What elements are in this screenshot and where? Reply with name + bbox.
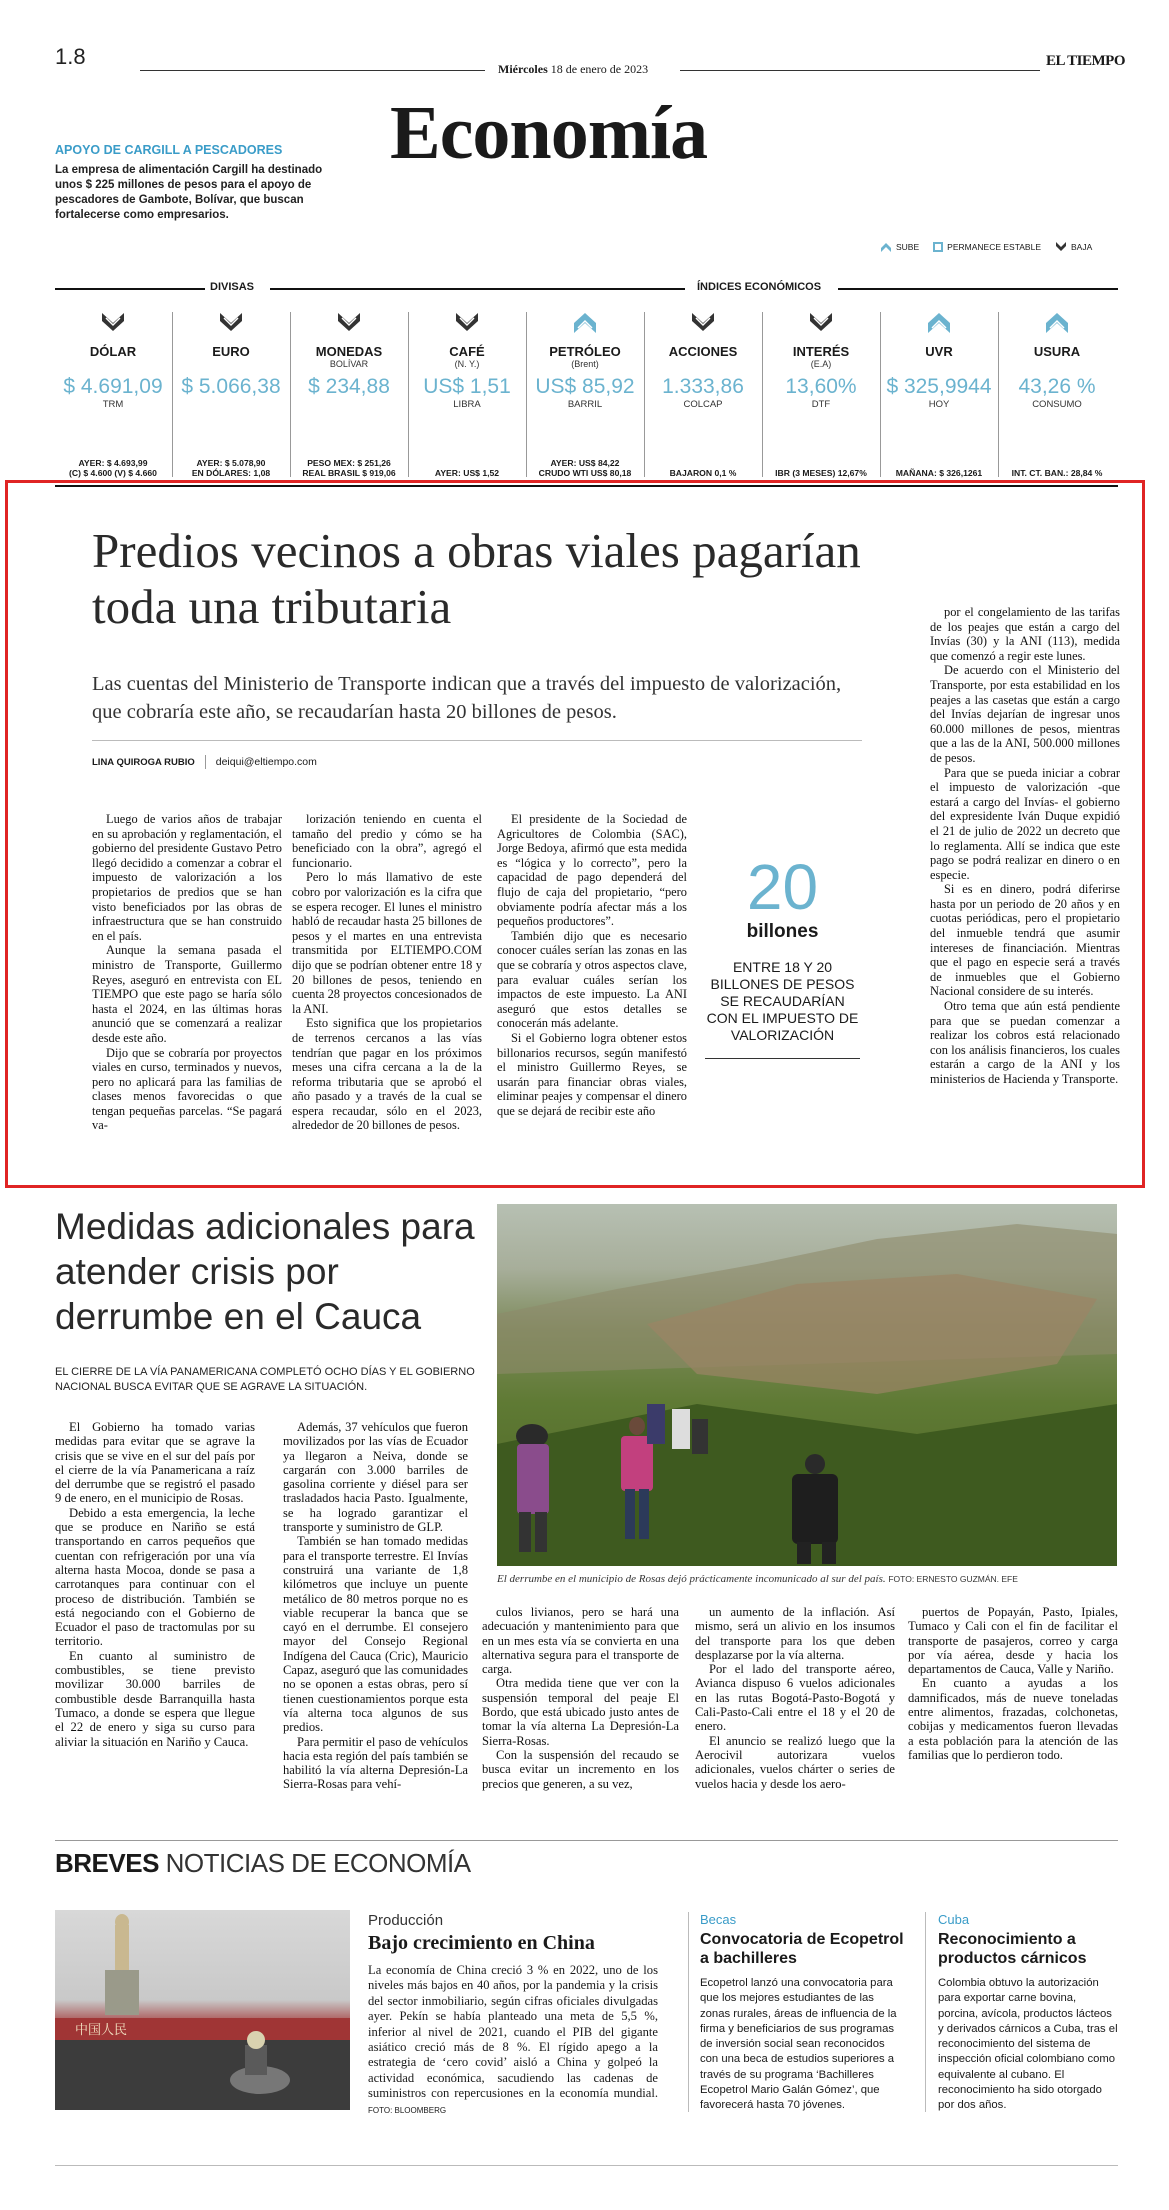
lead-col3-paragraph: También dijo que es necesario conocer cuáles serían las zonas en las que se cobraría y otros aspectos clave, para evaluar cuáles serían los impactos de este impuesto. La ANI aseguró que estos detalles se conocerán más adelante. — [497, 928, 687, 1031]
indicator-value: US$ 85,92 — [535, 375, 635, 398]
second-column-1 — [55, 1420, 255, 1749]
indicator-dólar — [55, 310, 171, 478]
breve-china-credit: FOTO: BLOOMBERG — [368, 2105, 447, 2115]
china-scene — [55, 1910, 350, 2110]
indicator-name: CAFÉ — [449, 344, 485, 359]
breve-china-title: Bajo crecimiento en China — [368, 1932, 595, 1954]
indicator-name: USURA — [1033, 344, 1081, 359]
callout-text: ENTRE 18 Y 20 BILLONES DE PESOS SE RECAUDARÍAN CON EL IMPUESTO DE VALORIZACIÓN — [706, 959, 859, 1043]
second-column-5 — [908, 1605, 1118, 1762]
indicator-name: ACCIONES — [668, 344, 738, 359]
indicator-usura — [999, 310, 1115, 478]
lead-email[interactable]: deiqui@eltiempo.com — [215, 756, 317, 768]
indicator-unit: CONSUMO — [1032, 399, 1082, 410]
indicator-value: $ 234,88 — [308, 375, 390, 398]
breve-china-text: La economía de China creció 3 % en 2022, uno de los niveles más bajos en 40 años, por la pandemia y la crisis del sector inmobiliario, según cifras oficiales divulgadas ayer. Pekín se había planteado una meta de 5,5 %, inferior al nivel de 2021, cuando el PIB del gigante asiático creció más de 8 %. El rígido apego a la estrategia de ‘cero covid’ aisló a China y golpeó la actividad económica, sacudiendo las cadenas de suministros con repercusiones en la economía mundial. — [368, 1963, 658, 2101]
indicator-foot: AYER: US$ 84,22 CRUDO WTI US$ 80,18 — [538, 458, 632, 478]
breve-cuba — [938, 1912, 1118, 2114]
indicator-monedas — [291, 310, 407, 478]
second-col3-paragraph: Con la suspensión del recaudo se busca evitar un incremento en los precios que generen, a su vez, — [482, 1747, 679, 1791]
breves-sep-2 — [925, 1912, 926, 2112]
arrow-down-icon — [808, 310, 834, 336]
indicator-foot: INT. CT. BAN.: 28,84 % — [1011, 468, 1103, 478]
newspaper-logo: EL TIEMPO — [1046, 53, 1125, 69]
indicator-unit: BARRIL — [567, 399, 603, 410]
lead-col4-paragraph: Para que se pueda iniciar a cobrar el impuesto de valorización -que estará a cargo del Invías- el gobierno del expresidente Iván Duque expidió el 21 de julio de 2022 un decreto que lo reglamenta. Allí se indica que este pago se podrá realizar en dinero o en especie. — [930, 765, 1120, 882]
arrow-down-icon — [454, 310, 480, 336]
arrow-down-icon — [100, 310, 126, 336]
indicator-value: $ 5.066,38 — [181, 375, 281, 398]
arrow-down-icon — [336, 310, 362, 336]
china-photo — [55, 1910, 350, 2110]
lead-col4-paragraph: Si es en dinero, podrá diferirse hasta por un periodo de 20 años y en cuotas periódicas, pero el propietario del inmueble tendrá que asumir intereses de financiación. Mientras que el pago en especie será a través de inmuebles que el Gobierno Nacional considere de su interés. — [930, 882, 1120, 999]
arrow-down-icon — [1055, 241, 1067, 253]
lead-author: LINA QUIROGA RUBIO — [92, 756, 195, 768]
legend-stable — [933, 242, 1041, 252]
second-col4-paragraph: Por el lado del transporte aéreo, Avianca dispuso 6 vuelos adicionales en las rutas Bogotá-Pasto-Bogotá y Cali-Pasto-Cali entre el 18 y el 20 de enero. — [695, 1662, 895, 1734]
indicator-sub: (E.A) — [810, 359, 832, 369]
second-col4-paragraph: El anuncio se realizó luego que la Aerocivil autorizara vuelos adicionales, vuelos chárter o series de vuelos hacia y desde los aero- — [695, 1733, 895, 1791]
photo-caption — [497, 1573, 1117, 1585]
indicator-sub: (Brent) — [571, 359, 599, 369]
indicator-name: EURO — [212, 344, 250, 359]
section-title: Economía — [390, 91, 708, 175]
issue-date-text: 18 de enero de 2023 — [550, 62, 649, 76]
promo-text: La empresa de alimentación Cargill ha destinado unos $ 225 millones de pesos para el apoyo de pescadores de Gambote, Bolívar, que buscan fortalecerse como empresarios. — [55, 164, 323, 221]
breves-rule — [55, 1840, 1118, 1841]
second-col1-paragraph: El Gobierno ha tomado varias medidas para evitar que se agrave la crisis que se vive en el sur del país por el cierre de la vía Panamericana a raíz del derrumbe que se registró el pasado 9 de enero, en el municipio de Rosas. — [55, 1420, 255, 1506]
second-col3-paragraph: culos livianos, pero se hará una adecuación y mantenimiento para que en un mes esta vía se convierta en una alternativa segura para el transporte de carga. — [482, 1605, 679, 1677]
lead-column-1 — [92, 812, 282, 1133]
second-col2-paragraph: Para permitir el paso de vehículos hacia esta región del país también se habilitó la vía alterna Depresión-La Sierra-Rosas para vehí- — [283, 1734, 469, 1792]
second-headline: Medidas adicionales para atender crisis por derrumbe en el Cauca — [55, 1206, 475, 1337]
lead-headline: Predios vecinos a obras viales pagarían toda una tributaria — [92, 523, 861, 634]
china-photo-sign: 中国人民 — [75, 2023, 128, 2038]
second-column-2 — [283, 1420, 468, 1792]
breve-cuba-text: Colombia obtuvo la autorización para exportar carne bovina, porcina, avícola, productos lácteos y derivados cárnicos a Cuba, tras el reconocimiento del sistema de inspección oficial colombiano como equivalente al cubano. El reconocimiento ha sido otorgado por dos años. — [938, 1977, 1118, 2112]
breve-ecopetrol-title: Convocatoria de Ecopetrol a bachilleres — [700, 1931, 904, 1967]
lead-col3-paragraph: El presidente de la Sociedad de Agricultores de Colombia (SAC), Jorge Bedoya, afirmó que esta medida es “lógica y lo correcto”, pero la capacidad de pago dependerá del flujo de caja del propietario, “pero obviamente podría afectar más a los pequeños productores”. — [497, 812, 687, 929]
arrow-up-icon — [880, 241, 892, 253]
indicator-name: DÓLAR — [89, 344, 137, 359]
indicator-name: PETRÓLEO — [549, 344, 621, 359]
divisas-rule-right — [270, 288, 685, 290]
lead-byline — [92, 755, 317, 769]
issue-date — [498, 62, 648, 77]
landslide-scene — [497, 1204, 1117, 1566]
second-col2-paragraph: También se han tomado medidas para el transporte terrestre. El Invías construirá una variante de 1,8 kilómetros que incluye un puente metálico de 80 metros porque no es viable recuperar la banca que se cayó en el derrumbe. El consejero mayor del Consejo Regional Indígena del Cauca (Cric), Mauricio Capaz, aseguró que las comunidades no se oponen a estas obras, pero sí tienen cuestionamientos porque esta vía alterna toca algunos de sus predios. — [283, 1534, 468, 1735]
arrow-up-icon — [1044, 310, 1070, 336]
indicator-unit: LIBRA — [453, 399, 481, 410]
breve-china-kicker: Producción — [368, 1912, 444, 1929]
indicator-foot: AYER: $ 4.693,99 (C) $ 4.600 (V) $ 4.660 — [69, 458, 157, 478]
indicator-sub: (N. Y.) — [454, 359, 480, 369]
lead-col4-paragraph: Otro tema que aún está pendiente para que se puedan comenzar a realizar los cobros está relacionado con los análisis financieros, los cuales estarán a cargo de la ANI y los ministerios de Hacienda y Transporte. — [930, 999, 1120, 1086]
indicator-value: US$ 1,51 — [423, 375, 511, 398]
arrow-down-icon — [690, 310, 716, 336]
landslide-photo — [497, 1204, 1117, 1566]
lead-column-4 — [930, 605, 1120, 1087]
lead-col4-paragraph: De acuerdo con el Ministerio del Transporte, por esta estabilidad en los peajes a las casetas que están a cargo del Invías dejarían de ingresar unos 60.000 millones de pesos, mientras que a las de la ANI, 500.000 millones de pesos. — [930, 663, 1120, 765]
lead-column-2 — [292, 812, 482, 1133]
breve-cuba-kicker: Cuba — [938, 1912, 970, 1927]
lead-col1-paragraph: Dijo que se cobraría por proyectos viales en curso, terminados y nuevos, pero no aplicará para las familias de clases menos favorecidas o que tengan pequeñas parcelas. “Se pagará va- — [92, 1045, 282, 1133]
second-column-3 — [482, 1605, 679, 1791]
lead-col4-paragraph: por el congelamiento de las tarifas de los peajes que están a cargo del Invías (30) y la ANI (113), medida que comenzó a regir este lunes. — [930, 605, 1120, 663]
lead-col2-paragraph: lorización teniendo en cuenta el tamaño del predio y cómo se ha beneficiado con la obra”, agregó el funcionario. — [292, 812, 482, 870]
second-col4-paragraph: un aumento de la inflación. Así mismo, será un alivio en los insumos del transporte para los que deben desplazarse por la vía alterna. — [695, 1605, 895, 1662]
breves-label: BREVES — [55, 1848, 159, 1878]
arrow-up-icon — [926, 310, 952, 336]
indicator-petróleo — [527, 310, 643, 478]
lead-col3-paragraph: Si el Gobierno logra obtener estos billonarios recursos, según manifestó el ministro Guillermo Reyes, se usarán para financiar obras viales, eliminar peajes y compensar el dinero que se dejará de recibir este año — [497, 1030, 687, 1118]
second-col5-paragraph: En cuanto a ayudas a los damnificados, más de nueve toneladas entre alimentos, frazadas, colchonetas, cobijas y medicamentos fueron llevadas a esta población para la atención de las familias que lo perdieron todo. — [908, 1676, 1118, 1762]
second-column-4 — [695, 1605, 895, 1791]
header-rule-left — [140, 70, 485, 71]
indicator-café — [409, 310, 525, 478]
breves-sublabel: NOTICIAS DE ECONOMÍA — [165, 1848, 471, 1878]
indicator-name: UVR — [925, 344, 953, 359]
indicator-foot: MAÑANA: $ 326,1261 — [895, 468, 983, 478]
callout-unit: billones — [746, 921, 819, 942]
indicator-unit: DTF — [811, 399, 831, 410]
breve-ecopetrol-text: Ecopetrol lanzó una convocatoria para que los mejores estudiantes de las zonas rurales, áreas de influencia de la firma y beneficiarios de sus programas de inversión social sean reconocidos con una beca de estudios superiores a través de su programa ‘Bachilleres Ecopetrol Mario Galán Gómez’, que favorecerá hasta 70 jóvenes. — [700, 1977, 897, 2112]
indicator-acciones — [645, 310, 761, 478]
legend-up-label: SUBE — [896, 242, 920, 252]
legend-stable-label: PERMANECE ESTABLE — [947, 242, 1041, 252]
indices-rule — [838, 288, 1118, 290]
indicator-foot: AYER: US$ 1,52 — [434, 468, 500, 478]
photo-credit: FOTO: ERNESTO GUZMÁN. EFE — [888, 1574, 1018, 1584]
lead-column-3 — [497, 812, 687, 1118]
caption-text: El derrumbe en el municipio de Rosas dejó prácticamente incomunicado al sur del país. — [497, 1573, 886, 1585]
indices-label: ÍNDICES ECONÓMICOS — [697, 281, 822, 293]
indicator-name: MONEDAS — [315, 344, 383, 359]
footer-rule — [55, 2165, 1118, 2166]
promo-kicker: APOYO DE CARGILL A PESCADORES — [55, 143, 283, 157]
lead-deck: Las cuentas del Ministerio de Transporte indican que a través del impuesto de valorización, que cobraría este año, se recaudarían hasta 20 billones de pesos. — [92, 673, 842, 723]
breve-ecopetrol — [700, 1912, 905, 2114]
indicator-foot: BAJARON 0,1 % — [669, 468, 737, 478]
breve-china-body — [368, 1963, 658, 2118]
breve-ecopetrol-kicker: Becas — [700, 1912, 737, 1927]
legend-down-label: BAJA — [1071, 242, 1093, 252]
breve-china — [368, 1912, 658, 2118]
indicator-foot: IBR (3 MESES) 12,67% — [775, 468, 867, 478]
breves-sep-1 — [688, 1912, 689, 2112]
second-col1-paragraph: En cuanto al suministro de combustibles, se tiene previsto movilizar 30.000 barriles de combustible desde Barranquilla hasta Tumaco, a donde se espera que llegue el 22 de enero y siga su curso para aliviar la situación en Nariño y Cauca. — [55, 1648, 255, 1749]
lead-col2-paragraph: Esto significa que los propietarios de terrenos cercanos a las vías tendrían que pagar en los próximos meses una cifra cercana a la de la reforma tributaria que se aprobó el año pasado y a través de la cual se espera recaudar, sólo en el 2023, alrededor de 20 billones de pesos. — [292, 1016, 482, 1133]
indicator-uvr — [881, 310, 997, 478]
indicator-value: 13,60% — [785, 375, 857, 398]
divisas-rule-left — [55, 288, 205, 290]
indicator-value: 1.333,86 — [662, 375, 744, 398]
stable-square-icon — [933, 242, 943, 252]
indicator-interés — [763, 310, 879, 478]
legend-down — [1055, 241, 1092, 253]
indicator-foot: AYER: $ 5.078,90 EN DÓLARES: 1,08 — [191, 458, 271, 478]
breve-cuba-title: Reconocimiento a productos cárnicos — [938, 1931, 1087, 1967]
legend-up — [880, 241, 919, 253]
lead-col1-paragraph: Aunque la semana pasada el ministro de Transporte, Guillermo Reyes, aseguró en entrevista con EL TIEMPO que este pago se haría sólo hasta el 2024, en las últimas horas anunció que se comenzará a realizar desde este año. — [92, 943, 282, 1045]
indicator-sub: BOLÍVAR — [329, 359, 369, 369]
indicator-value: $ 325,9944 — [886, 375, 992, 398]
second-col1-paragraph: Debido a esta emergencia, la leche que se produce en Nariño se está transportando en carros pequeños que cuentan con refrigeración por una vía alterna hasta Mocoa, donde se pasa a carrotanques para continuar con el proceso de distribución. También se está negociando con el Gobierno de Ecuador el paso de tractomulas por su territorio. — [55, 1505, 255, 1649]
indicator-foot: PESO MEX: $ 251,26 REAL BRASIL $ 919,06 — [302, 458, 396, 478]
second-col2-paragraph: Además, 37 vehículos que fueron movilizados por las vías de Ecuador ya llegaron a Neiva, donde se cargarán con 3.000 barriles de gasolina corriente y diésel para ser trasladados hacia Pasto. Igualmente, se ha logrado garantizar el transporte y suministro de GLP. — [283, 1420, 468, 1535]
breves-header — [55, 1848, 471, 1879]
lead-col2-paragraph: Pero lo más llamativo de este cobro por valorización es la cifra que se espera recoger. El lunes el ministro habló de recaudar hasta 25 billones de pesos y el martes en una entrevista transmitida por ELTIEMPO.COM dijo que se podrían obtener entre 18 y 20 billones de pesos, teniendo en cuenta 28 proyectos concesionados de la ANI. — [292, 870, 482, 1016]
lead-deck-rule — [92, 740, 862, 741]
lead-callout — [705, 851, 860, 1059]
callout-number: 20 — [746, 851, 819, 923]
indicator-name: INTERÉS — [792, 344, 850, 359]
arrow-up-icon — [572, 310, 598, 336]
indicator-value: $ 4.691,09 — [63, 375, 163, 398]
second-col3-paragraph: Otra medida tiene que ver con la suspensión temporal del peaje El Bordo, que está ubicado justo antes de tomar la vía alterna La Depresión-La Sierra-Rosas. — [482, 1676, 679, 1748]
page-number: 1.8 — [55, 44, 86, 69]
arrow-down-icon — [218, 310, 244, 336]
header-rule-right — [680, 70, 1040, 71]
issue-day: Miércoles — [498, 62, 548, 76]
indicator-euro — [173, 310, 289, 478]
trend-legend — [880, 241, 1092, 253]
second-deck: EL CIERRE DE LA VÍA PANAMERICANA COMPLETÓ OCHO DÍAS Y EL GOBIERNO NACIONAL BUSCA EVITAR QUE SE AGRAVE LA SITUACIÓN. — [55, 1366, 475, 1393]
indicator-unit: COLCAP — [683, 399, 723, 410]
indicator-unit: HOY — [928, 399, 950, 410]
lead-col1-paragraph: Luego de varios años de trabajar en su aprobación y reglamentación, el gobierno del presidente Gustavo Petro llegó decidido a comenzar a cobrar el impuesto de valorización a los propietarios de predios que se han visto beneficiados por las obras de infraestructura que se han construido en el país. — [92, 812, 282, 943]
indicator-value: 43,26 % — [1018, 375, 1096, 398]
indicator-unit: TRM — [102, 399, 124, 410]
second-col5-paragraph: puertos de Popayán, Pasto, Ipiales, Tumaco y Cali con el fin de facilitar el transporte de pasajeros, correo y carga por vía aérea, desde y hacia los departamentos de Cauca, Valle y Nariño. — [908, 1605, 1118, 1677]
divisas-label: DIVISAS — [210, 281, 255, 293]
